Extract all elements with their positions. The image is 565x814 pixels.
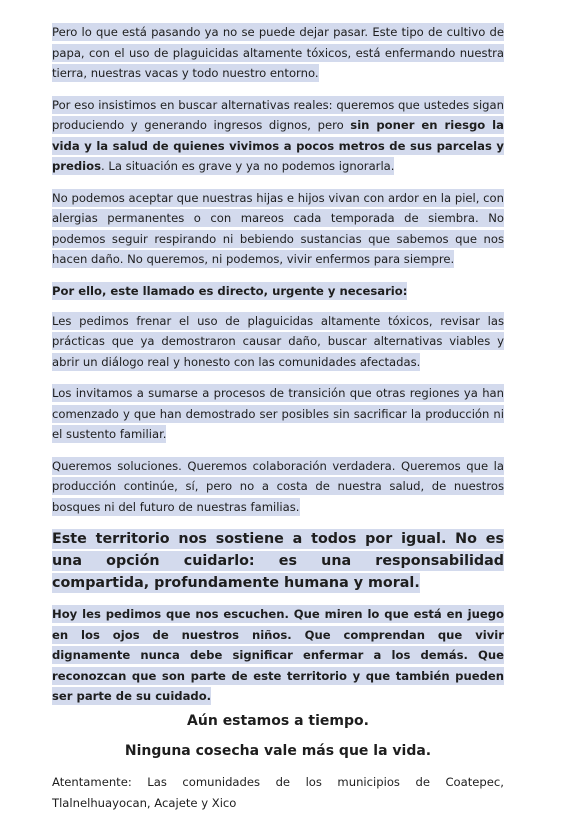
- paragraph-alternatives-emphasis: sin poner en riesgo la vida y la salud de quienes vivimos a pocos metros de sus parcelas y predios: [52, 118, 504, 173]
- section-heading-call-text: Por ello, este llamado es directo, urgente y necesario:: [52, 283, 408, 298]
- paragraph-requests-text: Les pedimos frenar el uso de plaguicidas altamente tóxicos, revisar las prácticas que ya demostraron causar daño, buscar alternativas viables y abrir un diálogo real y honesto con las comunidades afectadas.: [52, 313, 504, 369]
- closing-line-time: Aún estamos a tiempo.: [187, 712, 369, 729]
- statement-territory-text: Este territorio nos sostiene a todos por igual. No es una opción cuidarlo: es una responsabilidad compartida, profundamente humana y moral.: [52, 531, 504, 591]
- paragraph-alternatives-start: Por eso insistimos en buscar alternativas reales: queremos que ustedes sigan produciendo y generando ingresos dignos, pero: [52, 97, 504, 132]
- document-page: [52, 22, 504, 814]
- paragraph-children-health-text: No podemos aceptar que nuestras hijas e hijos vivan con ardor en la piel, con alergias permanentes o con mareos cada temporada de siembra. No podemos seguir respirando ni bebiendo sustancias que sabemos que nos hacen daño. No queremos, ni podemos, vivir enfermos para siempre.: [52, 190, 504, 266]
- closing-line-harvest: Ninguna cosecha vale más que la vida.: [124, 742, 432, 759]
- paragraph-solutions: [52, 456, 504, 518]
- paragraph-requests: [52, 311, 504, 373]
- signature: Atentamente: Las comunidades de los municipios de Coatepec, Tlalnelhuayocan, Acajete y Xico: [52, 774, 504, 810]
- section-heading-call: [52, 281, 504, 301]
- paragraph-appeal-text: Hoy les pedimos que nos escuchen. Que miren lo que está en juego en los ojos de nuestros niños. Que comprendan que vivir dignamente nunca debe significar enfermar a los demás. Que reconozcan que son parte de este territorio y que también pueden ser parte de su cuidado.: [52, 607, 504, 703]
- paragraph-transition: [52, 383, 504, 445]
- paragraph-transition-text: Los invitamos a sumarse a procesos de transición que otras regiones ya han comenzado y que han demostrado ser posibles sin sacrificar la producción ni el sustento familiar.: [52, 386, 504, 441]
- paragraph-appeal: [52, 604, 504, 707]
- paragraph-alternatives: [52, 95, 504, 177]
- paragraph-crop-harm-text: Pero lo que está pasando ya no se puede dejar pasar. Este tipo de cultivo de papa, con el uso de plaguicidas altamente tóxicos, está enfermando nuestra tierra, nuestras vacas y todo nuestro entorno.: [52, 25, 504, 80]
- paragraph-solutions-text: Queremos soluciones. Queremos colaboración verdadera. Queremos que la producción continúe, sí, pero no a costa de nuestra salud, de nuestros bosques ni del futuro de nuestras familias.: [52, 458, 504, 514]
- paragraph-children-health: [52, 188, 504, 270]
- paragraph-alternatives-end: . La situación es grave y ya no podemos ignorarla.: [101, 159, 395, 173]
- paragraph-crop-harm: [52, 22, 504, 84]
- statement-territory: [52, 528, 504, 594]
